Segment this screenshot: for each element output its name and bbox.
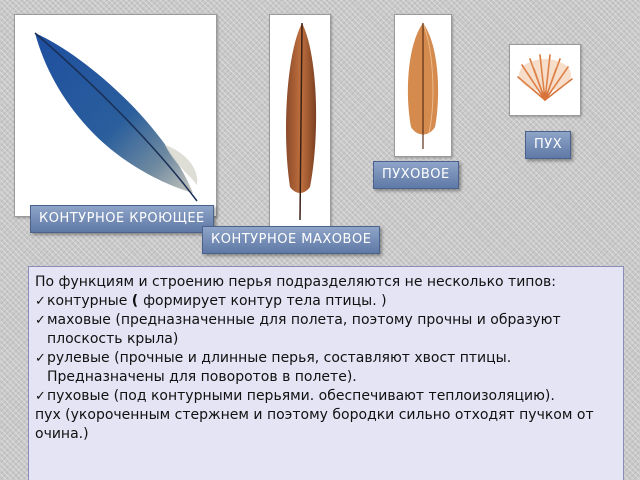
list-item-tail: ✓ рулевые (прочные и длинные перья, составляют хвост птицы. Предназначены для поворотов в полете). xyxy=(35,349,617,387)
down-photo xyxy=(509,44,581,116)
item-contour-term: контурные xyxy=(47,293,132,309)
label-down: ПУХ xyxy=(525,131,571,159)
label-contour-flight: КОНТУРНОЕ МАХОВОЕ xyxy=(202,226,380,254)
feather-types-text xyxy=(28,266,624,480)
list-item-down-feather: ✓ пуховые (под контурными перьями. обеспечивают теплоизоляцию). xyxy=(35,387,617,406)
intro-text: По функциям и строению перья подразделяются не несколько типов: xyxy=(35,274,556,290)
label-contour-covert: КОНТУРНОЕ КРОЮЩЕЕ xyxy=(30,205,214,233)
label-down-feather: ПУХОВОЕ xyxy=(373,161,459,189)
covert-feather-photo xyxy=(14,14,217,217)
flight-feather-photo xyxy=(269,14,331,230)
list-item-contour xyxy=(35,292,617,311)
list-item-down: пух (укороченным стержнем и поэтому бородки сильно отходят пучком от очина.) xyxy=(35,407,594,442)
item-contour-paren: ( xyxy=(131,293,144,309)
list-item-flight: ✓ маховые (предназначенные для полета, поэтому прочны и образуют плоскость крыла) xyxy=(35,311,617,349)
item-contour-desc: формирует контур тела птицы. ) xyxy=(143,293,387,309)
down-feather-photo xyxy=(394,14,452,157)
